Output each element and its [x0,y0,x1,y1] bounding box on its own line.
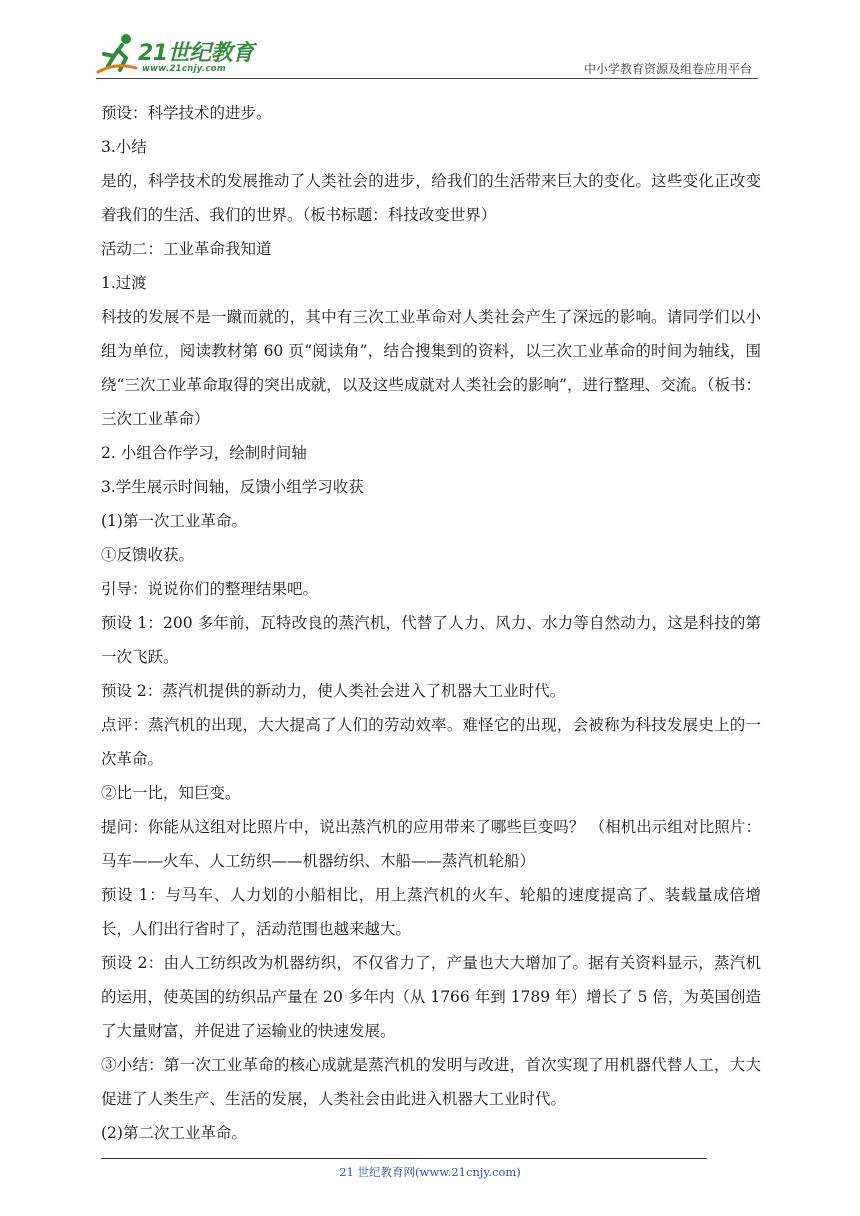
paragraph: 预设：科学技术的进步。 [101,104,272,122]
logo-url: www.21cnjy.com [142,64,226,74]
paragraph: ②比一比，知巨变。 [101,784,241,802]
paragraph: ①反馈收获。 [101,546,195,564]
document-body [101,96,761,1150]
paragraph: 预设 1：200 多年前，瓦特改良的蒸汽机，代替了人力、风力、水力等自然动力，这是科技的第一次飞跃。 [101,614,761,666]
footer-link[interactable]: 21 世纪教育网(www.21cnjy.com) [339,1165,521,1179]
subsection-heading: (2)第二次工业革命。 [101,1124,247,1142]
paragraph: 引导：说说你们的整理结果吧。 [101,580,319,598]
section-heading: 3.小结 [101,138,147,156]
section-heading: 1.过渡 [101,274,147,292]
section-heading: 2. 小组合作学习，绘制时间轴 [101,444,307,462]
platform-title: 中小学教育资源及组卷应用平台 [583,62,752,76]
page-header [96,26,758,82]
paragraph: 是的，科学技术的发展推动了人类社会的进步，给我们的生活带来巨大的变化。这些变化正改变着我们的生活、我们的世界。（板书标题：科技改变世界） [101,172,761,224]
logo-text: 21世纪教育 [138,41,254,66]
paragraph: 点评：蒸汽机的出现，大大提高了人们的劳动效率。难怪它的出现，会被称为科技发展史上的一次革命。 [101,716,761,768]
subsection-heading: (1)第一次工业革命。 [101,512,247,530]
paragraph: 预设 1：与马车、人力划的小船相比，用上蒸汽机的火车、轮船的速度提高了、装载量成倍增长，人们出行省时了，活动范围也越来越大。 [101,886,761,938]
paragraph: 预设 2：蒸汽机提供的新动力，使人类社会进入了机器大工业时代。 [101,682,566,700]
site-logo[interactable] [96,32,266,76]
footer-divider [101,1158,707,1159]
runner-logo-icon [96,32,140,76]
paragraph: 预设 2：由人工纺织改为机器纺织，不仅省力了，产量也大大增加了。据有关资料显示，蒸汽机的运用，使英国的纺织品产量在 20 多年内（从 1766 年到 1789 年）增长了 5 倍，为英国创造了大量财富，并促进了运输业的快速发展。 [101,954,761,1040]
paragraph: 提问：你能从这组对比照片中，说出蒸汽机的应用带来了哪些巨变吗？ （相机出示组对比照片：马车——火车、人工纺织——机器纺织、木船——蒸汽机轮船） [101,818,761,870]
paragraph: 科技的发展不是一蹴而就的，其中有三次工业革命对人类社会产生了深远的影响。请同学们以小组为单位，阅读教材第 60 页“阅读角”，结合搜集到的资料，以三次工业革命的时间为轴线，围绕“三次工业革命取得的突出成就，以及这些成就对人类社会的影响”，进行整理、交流。（板书：三次工业革命） [101,308,761,428]
section-heading: 活动二：工业革命我知道 [101,240,272,258]
paragraph: ③小结：第一次工业革命的核心成就是蒸汽机的发明与改进，首次实现了用机器代替人工，大大促进了人类生产、生活的发展，人类社会由此进入机器大工业时代。 [101,1056,761,1108]
header-divider [96,78,758,79]
section-heading: 3.学生展示时间轴，反馈小组学习收获 [101,478,364,496]
